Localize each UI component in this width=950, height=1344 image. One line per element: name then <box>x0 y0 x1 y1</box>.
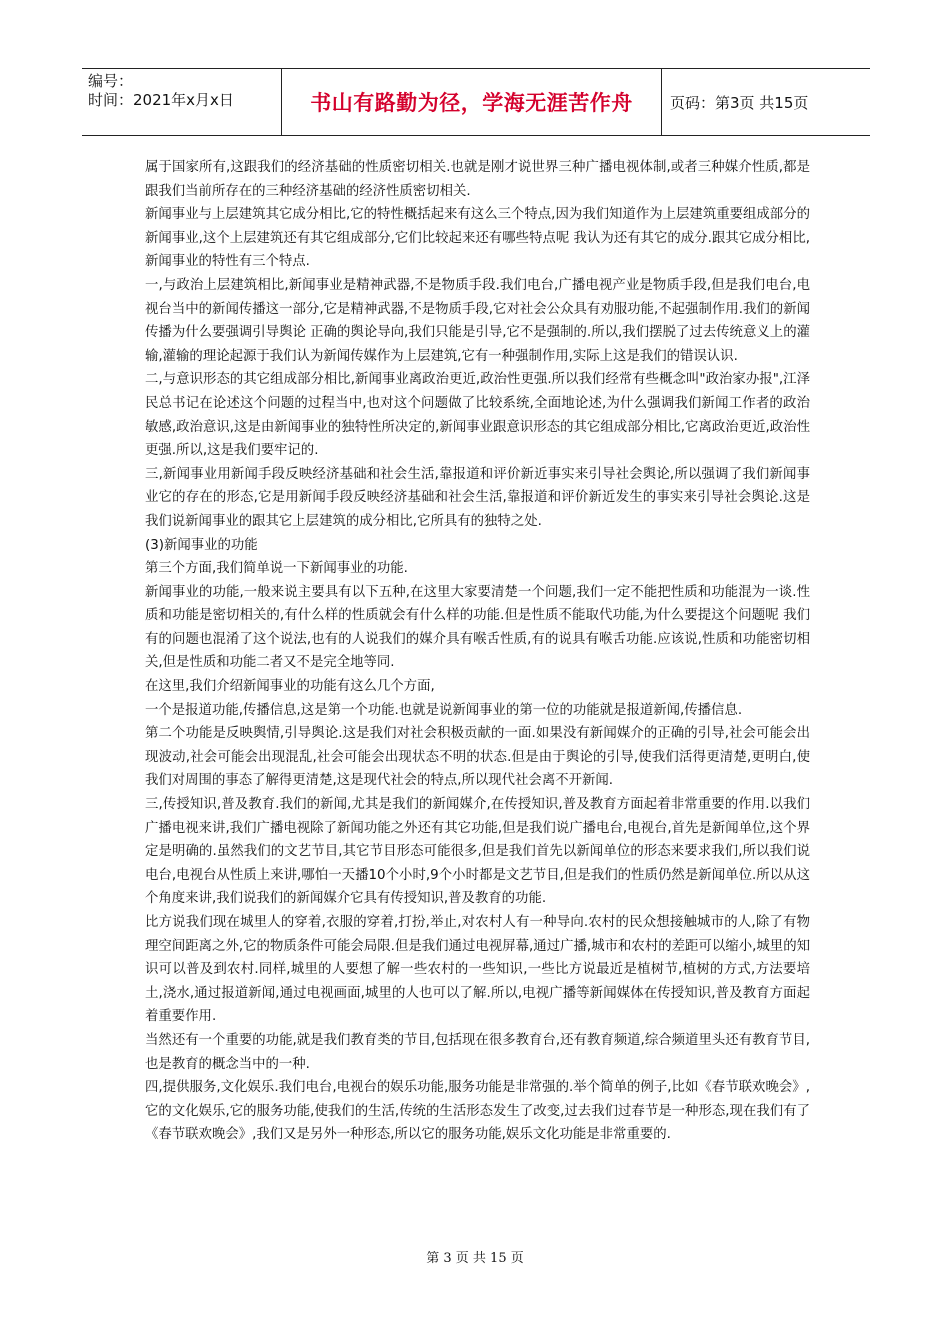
document-time-label: 时间：2021年x月x日 <box>88 91 234 109</box>
document-number-label: 编号： <box>88 72 134 90</box>
paragraph: 第三个方面,我们简单说一下新闻事业的功能. <box>145 561 408 577</box>
paragraph: 当然还有一个重要的功能,就是我们教育类的节目,包括现在很多教育台,还有教育频道,综合频道里头还有教育节目,也是教育的概念当中的一种. <box>145 1032 810 1072</box>
paragraph: 二,与意识形态的其它组成部分相比,新闻事业离政治更近,政治性更强.所以我们经常有些概念叫"政治家办报",江泽民总书记在论述这个问题的过程当中,也对这个问题做了比较系统,全面地论述,为什么强调我们新闻工作者的政治敏感,政治意识,这是由新闻事业的独特性所决定的,新闻事业跟意识形态的其它组成部分相比,它离政治更近,政治性更强.所以,这是我们要牢记的. <box>145 372 810 459</box>
paragraph: 新闻事业与上层建筑其它成分相比,它的特性概括起来有这么三个特点,因为我们知道作为上层建筑重要组成部分的新闻事业,这个上层建筑还有其它组成部分,它们比较起来还有哪些特点呢 我认为还有其它的成分.跟其它成分相比,新闻事业的特性有三个特点. <box>145 207 810 270</box>
page-header <box>82 68 870 136</box>
paragraph: 一,与政治上层建筑相比,新闻事业是精神武器,不是物质手段.我们电台,广播电视产业是物质手段,但是我们电台,电视台当中的新闻传播这一部分,它是精神武器,不是物质手段,它对社会公众具有劝服功能,不起强制作用.我们的新闻传播为什么要强调引导舆论 正确的舆论导向,我们只能是引导,它不是强制的.所以,我们摆脱了过去传统意义上的灌输,灌输的理论起源于我们认为新闻传媒作为上层建筑,它有一种强制作用,实际上这是我们的错误认识. <box>145 277 810 364</box>
paragraph: 三,传授知识,普及教育.我们的新闻,尤其是我们的新闻媒介,在传授知识,普及教育方面起着非常重要的作用.以我们广播电视来讲,我们广播电视除了新闻功能之外还有其它功能,但是我们说广播电台,电视台,首先是新闻单位,这个界定是明确的.虽然我们的文艺节目,其它节目形态可能很多,但是我们首先以新闻单位的形态来要求我们,所以我们说电台,电视台从性质上来讲,哪怕一天播10个小时,9个小时都是文艺节目,但是我们的性质仍然是新闻单位.所以从这个角度来讲,我们说我们的新闻媒介它具有传授知识,普及教育的功能. <box>145 797 810 907</box>
paragraph: 属于国家所有,这跟我们的经济基础的性质密切相关.也就是刚才说世界三种广播电视体制,或者三种媒介性质,都是跟我们当前所存在的三种经济基础的经济性质密切相关. <box>145 160 810 199</box>
header-page-number: 页码：第3页 共15页 <box>670 93 809 112</box>
paragraph: 在这里,我们介绍新闻事业的功能有这么几个方面, <box>145 679 435 695</box>
paragraph: 第二个功能是反映舆情,引导舆论.这是我们对社会积极贡献的一面.如果没有新闻媒介的正确的引导,社会可能会出现波动,社会可能会出现混乱,社会可能会出现状态不明的状态.但是由于舆论的引导,使我们活得更清楚,更明白,使我们对周围的事态了解得更清楚,这是现代社会的特点,所以现代社会离不开新闻. <box>145 726 810 789</box>
section-heading: (3)新闻事业的功能 <box>145 537 258 553</box>
paragraph: 新闻事业的功能,一般来说主要具有以下五种,在这里大家要清楚一个问题,我们一定不能把性质和功能混为一谈.性质和功能是密切相关的,有什么样的性质就会有什么样的功能.但是性质不能取代功能,为什么要提这个问题呢 我们有的问题也混淆了这个说法,也有的人说我们的媒介具有喉舌性质,有的说具有喉舌功能.应该说,性质和功能密切相关,但是性质和功能二者又不是完全地等同. <box>145 584 810 671</box>
header-motto: 书山有路勤为径，学海无涯苦作舟 <box>282 69 662 135</box>
header-meta <box>82 69 282 135</box>
paragraph: 四,提供服务,文化娱乐.我们电台,电视台的娱乐功能,服务功能是非常强的.举个简单的例子,比如《春节联欢晚会》,它的文化娱乐,它的服务功能,使我们的生活,传统的生活形态发生了改变,过去我们过春节是一种形态,现在我们有了《春节联欢晚会》,我们又是另外一种形态,所以它的服务功能,娱乐文化功能是非常重要的. <box>145 1080 810 1143</box>
page-footer: 第 3 页 共 15 页 <box>426 1251 524 1266</box>
paragraph: 一个是报道功能,传播信息,这是第一个功能.也就是说新闻事业的第一位的功能就是报道新闻,传播信息. <box>145 702 743 718</box>
paragraph: 三,新闻事业用新闻手段反映经济基础和社会生活,靠报道和评价新近事实来引导社会舆论,所以强调了我们新闻事业它的存在的形态,它是用新闻手段反映经济基础和社会生活,靠报道和评价新近发生的事实来引导社会舆论.这是我们说新闻事业的跟其它上层建筑的成分相比,它所具有的独特之处. <box>145 466 810 529</box>
document-body <box>145 156 810 1147</box>
paragraph: 比方说我们现在城里人的穿着,衣服的穿着,打扮,举止,对农村人有一种导向.农村的民众想接触城市的人,除了有物理空间距离之外,它的物质条件可能会局限.但是我们通过电视屏幕,通过广播,城市和农村的差距可以缩小,城里的知识可以普及到农村.同样,城里的人要想了解一些农村的一些知识,一些比方说最近是植树节,植树的方式,方法要培土,浇水,通过报道新闻,通过电视画面,城里的人也可以了解.所以,电视广播等新闻媒体在传授知识,普及教育方面起着重要作用. <box>145 915 810 1025</box>
